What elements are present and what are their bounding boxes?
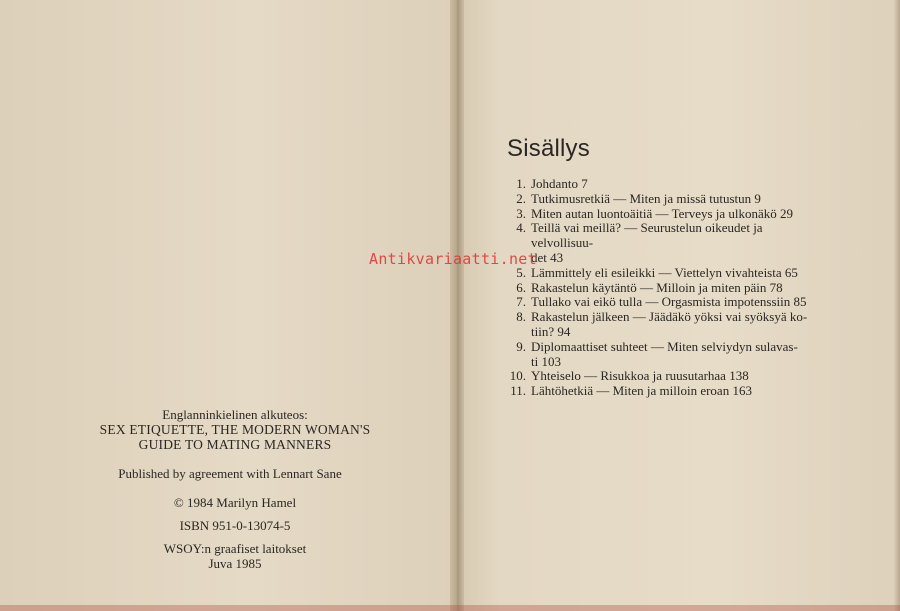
toc-entry-number: 7. [516,294,526,310]
toc-entry-number: 9. [516,338,526,354]
toc-entry-number: 4. [516,220,526,236]
toc-entry [499,281,819,296]
toc-entry-number: 2. [516,190,526,206]
book-spine [450,0,464,611]
isbn: ISBN 951-0-13074-5 [179,518,291,533]
toc-entry-line: Lämmittely eli esileikki — Viettelyn vivahteista 65 [531,264,798,280]
toc-entry [499,207,819,222]
toc-entry [499,177,819,192]
printer-line-1: WSOY:n graafiset laitokset [163,541,307,556]
toc-entry-line: Tullako vai eikö tulla — Orgasmista impotenssiin 85 [531,294,807,310]
toc-entry-number: 5. [516,264,526,280]
toc-entry-number: 6. [516,279,526,295]
page-edge [894,0,900,611]
toc-entry [499,192,819,207]
toc-entry-text [531,295,819,310]
toc-entry-line: det 43 [531,249,564,265]
toc-entry-line: Teillä vai meillä? — Seurustelun oikeudet ja velvollisuu- [531,220,763,251]
table-of-contents [499,135,819,399]
toc-entry [499,369,819,384]
original-title-label: Englanninkielinen alkuteos: [162,407,308,422]
toc-list [499,177,819,399]
toc-entry [499,310,819,340]
cover-edge [0,605,900,611]
toc-entry-number: 11. [510,383,526,399]
colophon [90,407,380,571]
toc-entry-number: 8. [516,309,526,325]
toc-entry [499,340,819,370]
toc-entry-line: Tutkimusretkiä — Miten ja missä tutustun 9 [531,190,761,206]
original-title-line-2: GUIDE TO MATING MANNERS [138,437,332,452]
watermark: Antikvariaatti.net [369,250,537,268]
copyright-notice: © 1984 Marilyn Hamel [173,495,297,510]
toc-entry-line: ti 103 [531,353,561,369]
toc-entry-number: 3. [516,205,526,221]
toc-entry [499,384,819,399]
toc-entry-text [531,221,819,265]
publisher-note: Published by agreement with Lennart Sane [118,466,342,481]
toc-entry-line: Miten autan luontoäitiä — Terveys ja ulkonäkö 29 [531,205,794,221]
toc-entry-line: tiin? 94 [531,323,571,339]
toc-entry [499,266,819,281]
toc-entry-line: Diplomaattiset suhteet — Miten selviydyn sulavas- [531,338,798,354]
toc-entry-text [531,266,819,281]
toc-entry-text [531,281,819,296]
toc-entry [499,295,819,310]
toc-entry-text [531,177,819,192]
toc-entry-text [531,340,819,370]
toc-entry-text [531,369,819,384]
toc-entry-line: Lähtöhetkiä — Miten ja milloin eroan 163 [531,383,752,399]
toc-entry-line: Rakastelun jälkeen — Jäädäkö yöksi vai syöksyä ko- [531,309,808,325]
toc-entry-text [531,384,819,399]
toc-entry-text [531,310,819,340]
toc-entry-line: Rakastelun käytäntö — Milloin ja miten päin 78 [531,279,783,295]
toc-entry-number: 10. [509,368,526,384]
toc-entry-text [531,192,819,207]
toc-entry [499,221,819,265]
toc-entry-text [531,207,819,222]
toc-entry-number: 1. [516,176,526,191]
toc-entry-line: Yhteiselo — Risukkoa ja ruusutarhaa 138 [531,368,749,384]
original-title-line-1: SEX ETIQUETTE, THE MODERN WOMAN'S [99,422,371,437]
toc-entry-line: Johdanto 7 [531,176,588,191]
printer-line-2: Juva 1985 [208,556,262,571]
toc-heading: Sisällys [507,135,590,162]
